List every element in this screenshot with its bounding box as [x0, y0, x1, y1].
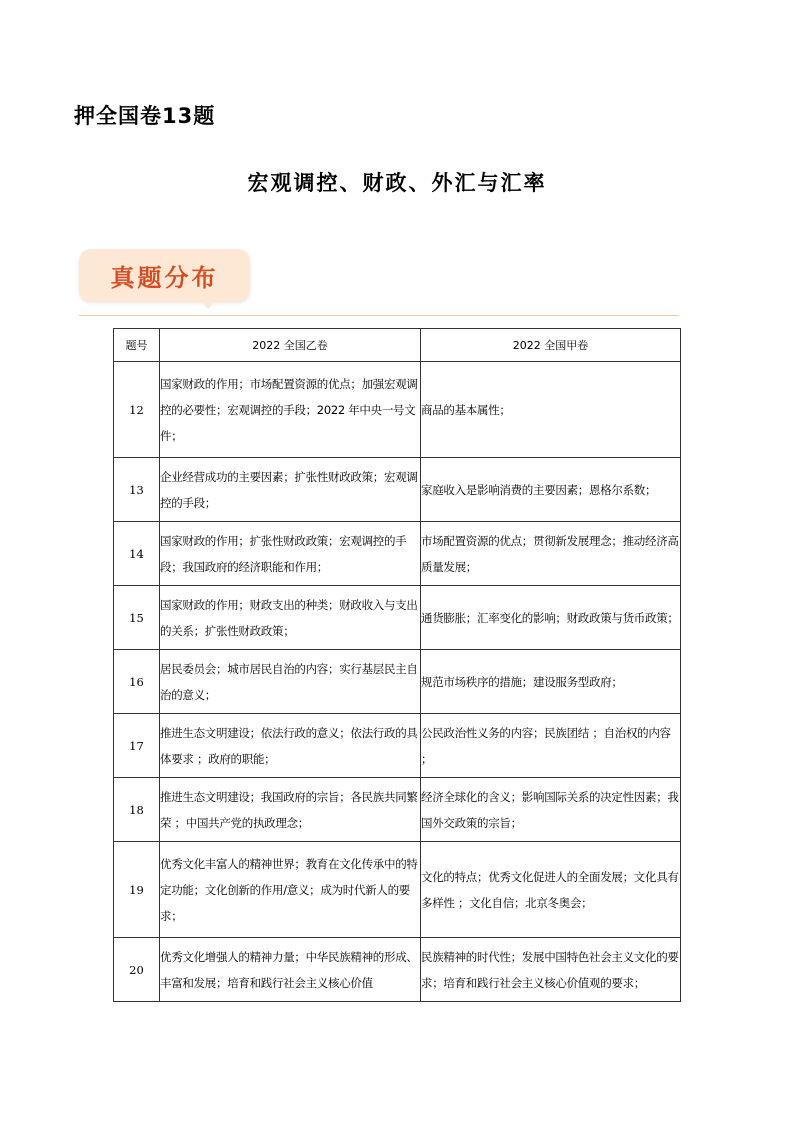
- section-tag: [79, 249, 250, 301]
- table-row: [114, 938, 681, 1002]
- question-number: 12: [114, 362, 160, 458]
- table-row: [114, 714, 681, 778]
- table-row: [114, 778, 681, 842]
- question-number: 19: [114, 842, 160, 938]
- exam-distribution-table: [113, 328, 681, 1002]
- document-subtitle: 宏观调控、财政、外汇与汇率: [247, 171, 547, 195]
- question-number: 16: [114, 650, 160, 714]
- jia-topics: 经济全球化的含义；影响国际关系的决定性因素；我国外交政策的宗旨；: [421, 778, 681, 842]
- question-number: 20: [114, 938, 160, 1002]
- question-number: 14: [114, 522, 160, 586]
- table-row: [114, 522, 681, 586]
- jia-topics: 商品的基本属性；: [421, 362, 681, 458]
- header-cell-yi: 2022 全国乙卷: [160, 329, 421, 362]
- yi-topics: 企业经营成功的主要因素；扩张性财政政策；宏观调控的手段；: [160, 458, 421, 522]
- document-title: 押全国卷13题: [74, 104, 216, 128]
- header-cell-jia: 2022 全国甲卷: [421, 329, 681, 362]
- table-row: [114, 362, 681, 458]
- jia-topics: 家庭收入是影响消费的主要因素；恩格尔系数；: [421, 458, 681, 522]
- yi-topics: 优秀文化丰富人的精神世界；教育在文化传承中的特定功能；文化创新的作用/意义；成为时代新人的要求；: [160, 842, 421, 938]
- yi-topics: 国家财政的作用；市场配置资源的优点；加强宏观调控的必要性；宏观调控的手段；2022 年中央一号文件；: [160, 362, 421, 458]
- yi-topics: 推进生态文明建设；我国政府的宗旨；各民族共同繁荣 ；中国共产党的执政理念；: [160, 778, 421, 842]
- jia-topics: 民族精神的时代性；发展中国特色社会主义文化的要求；培育和践行社会主义核心价值观的要求；: [421, 938, 681, 1002]
- yi-topics: 国家财政的作用；财政支出的种类；财政收入与支出的关系；扩张性财政政策；: [160, 586, 421, 650]
- yi-topics: 居民委员会；城市居民自治的内容；实行基层民主自治的意义；: [160, 650, 421, 714]
- question-number: 17: [114, 714, 160, 778]
- table-row: [114, 650, 681, 714]
- question-number: 13: [114, 458, 160, 522]
- header-cell-number: 题号: [114, 329, 160, 362]
- section-divider: [79, 315, 679, 316]
- jia-topics: 公民政治性义务的内容；民族团结 ；自治权的内容 ；: [421, 714, 681, 778]
- section-tag-label: 真题分布: [110, 264, 219, 292]
- yi-topics: 推进生态文明建设；依法行政的意义；依法行政的具体要求 ；政府的职能；: [160, 714, 421, 778]
- jia-topics: 规范市场秩序的措施；建设服务型政府；: [421, 650, 681, 714]
- table-row: [114, 586, 681, 650]
- jia-topics: 通货膨胀；汇率变化的影响；财政政策与货币政策；: [421, 586, 681, 650]
- question-number: 18: [114, 778, 160, 842]
- table-header-row: [114, 329, 681, 362]
- table-row: [114, 842, 681, 938]
- question-number: 15: [114, 586, 160, 650]
- yi-topics: 优秀文化增强人的精神力量；中华民族精神的形成、丰富和发展；培育和践行社会主义核心价值: [160, 938, 421, 1002]
- jia-topics: 市场配置资源的优点；贯彻新发展理念；推动经济高质量发展；: [421, 522, 681, 586]
- table-row: [114, 458, 681, 522]
- section-tag-pointer: [200, 300, 216, 309]
- jia-topics: 文化的特点；优秀文化促进人的全面发展；文化具有多样性 ；文化自信；北京冬奥会；: [421, 842, 681, 938]
- yi-topics: 国家财政的作用；扩张性财政政策；宏观调控的手段；我国政府的经济职能和作用；: [160, 522, 421, 586]
